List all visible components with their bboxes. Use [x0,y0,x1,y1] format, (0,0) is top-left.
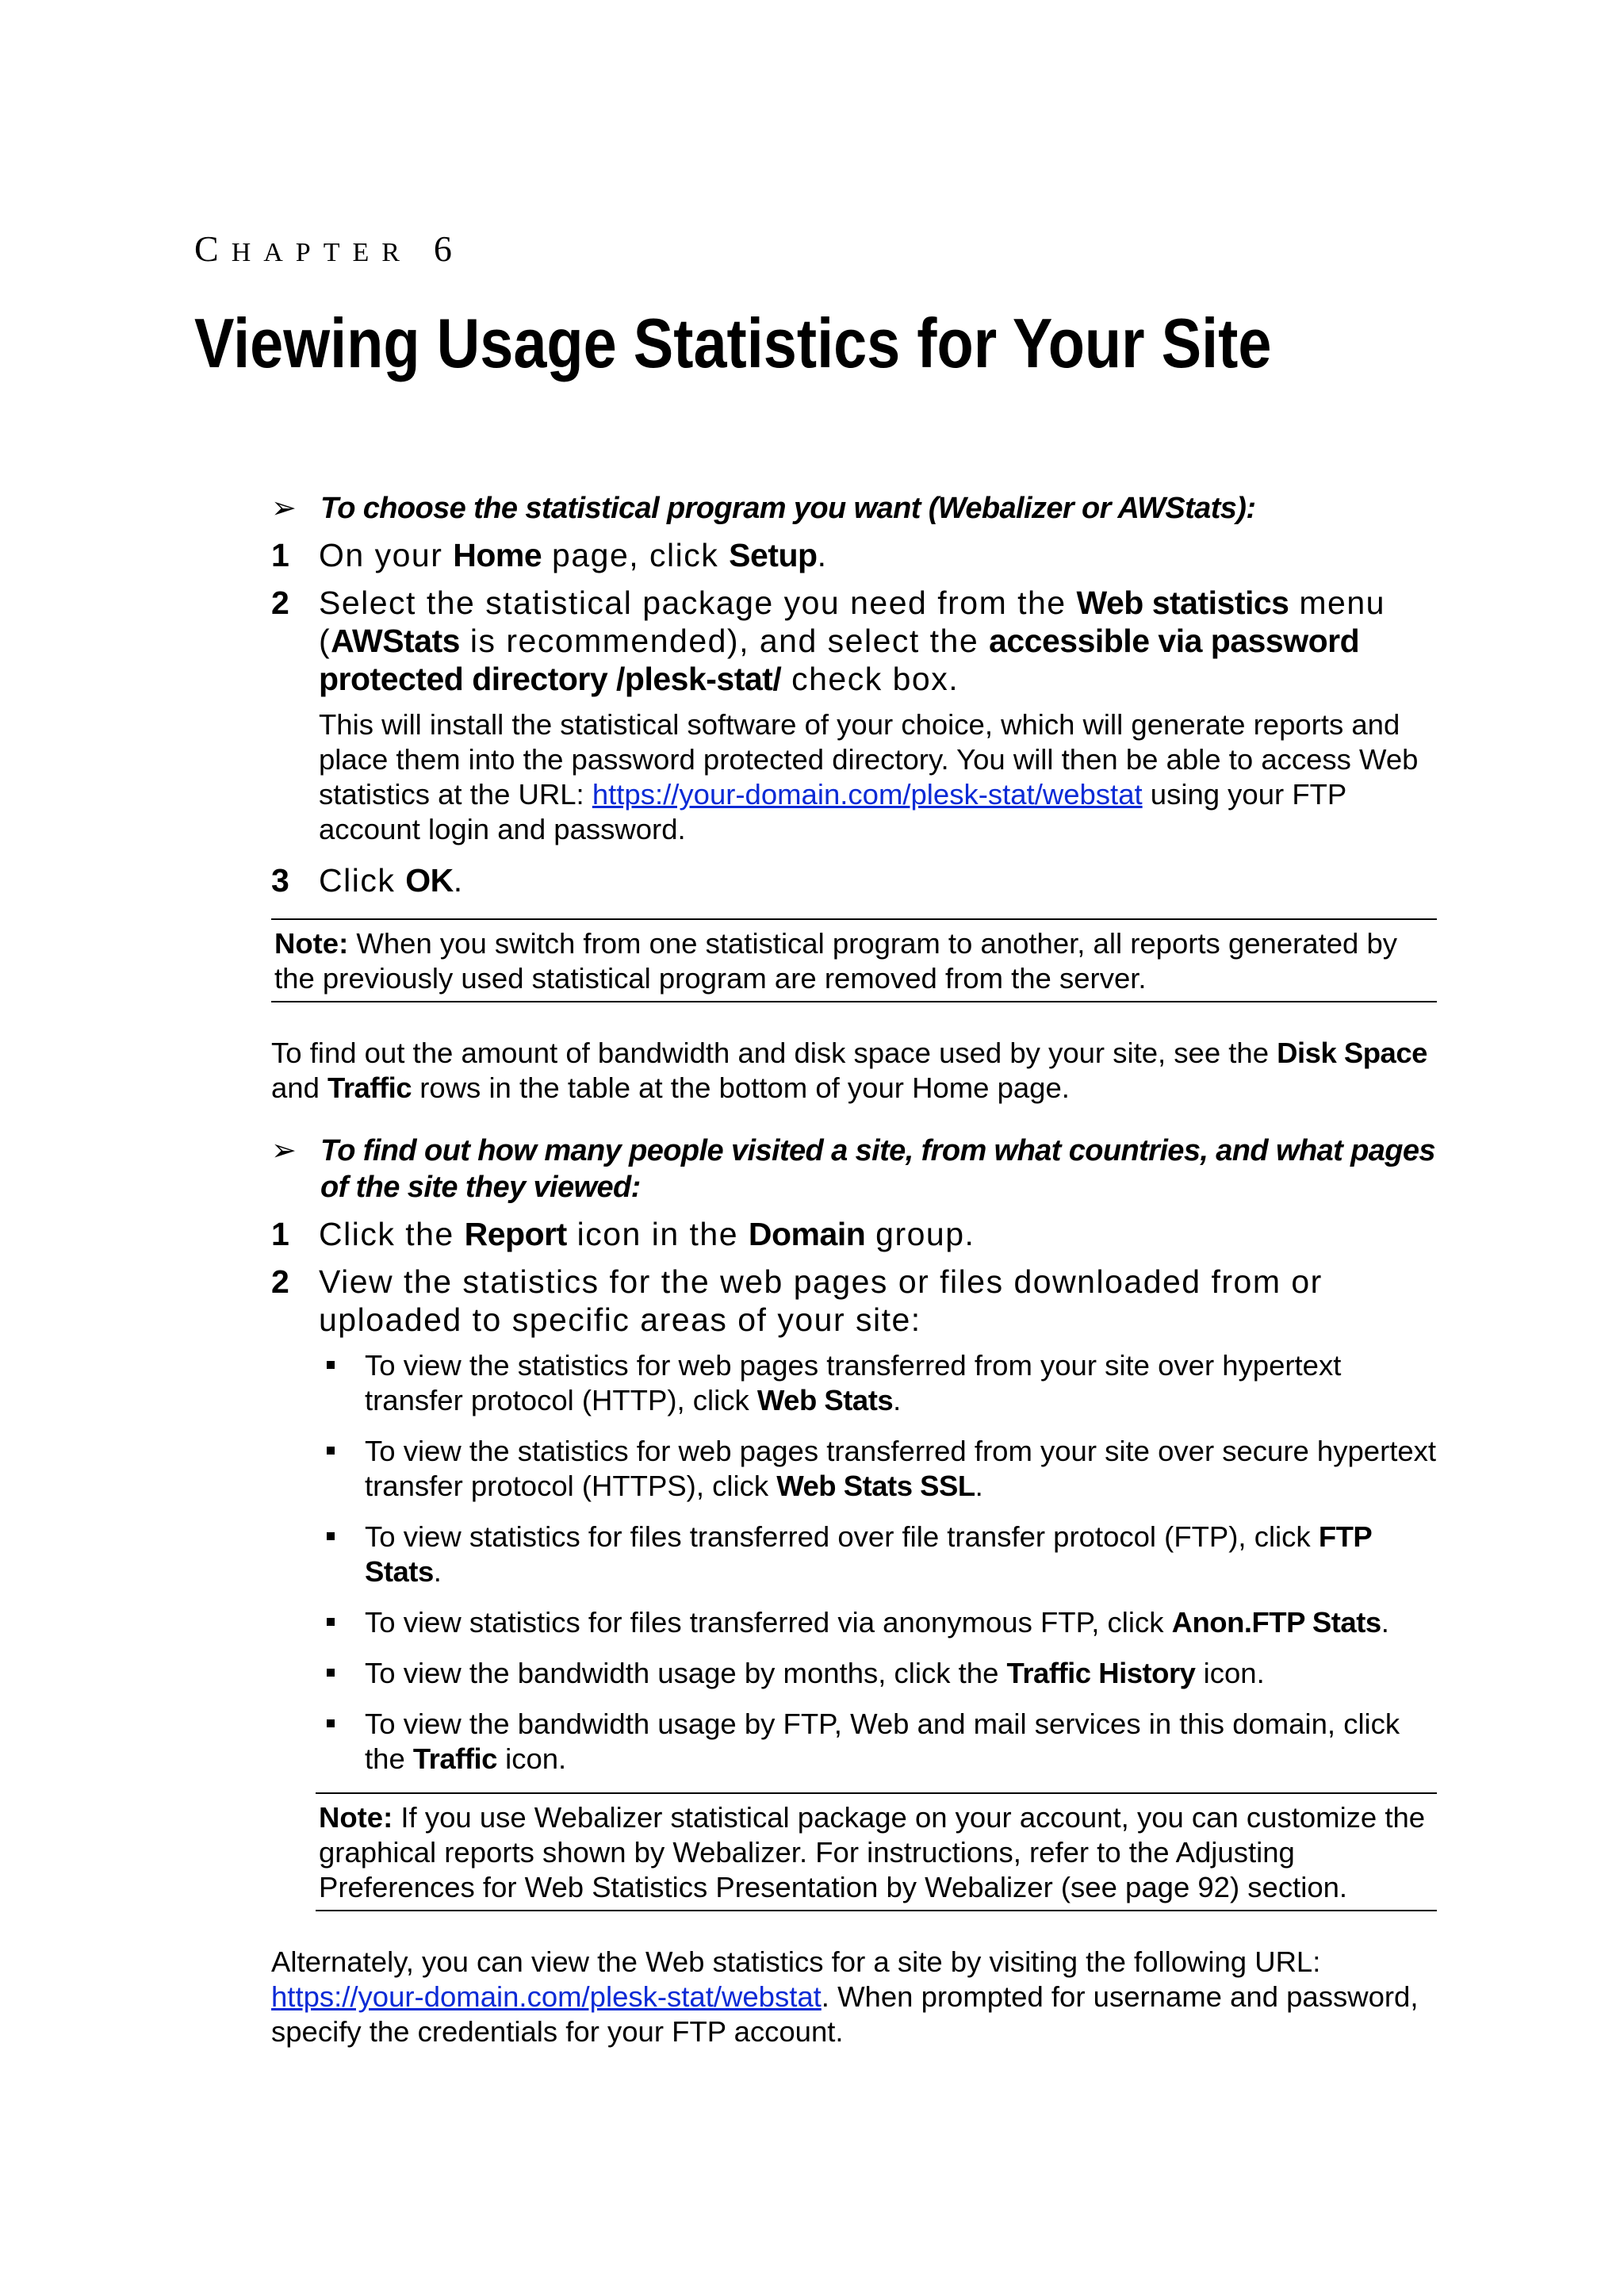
ui-term-web-stats-ssl: Web Stats SSL [776,1470,975,1502]
list-item-text: To view the statistics for web pages transferred from your site over secure hypertext transfer protocol (HTTPS), click [365,1435,1437,1502]
step-text: . [453,862,464,899]
list-item-text: . [893,1384,902,1416]
step-number: 1 [271,1216,289,1252]
square-bullet-icon [327,1361,335,1369]
paragraph-text: To find out the amount of bandwidth and disk space used by your site, see the [271,1037,1277,1069]
list-item [319,1434,1437,1504]
ui-term-web-statistics: Web statistics [1076,585,1289,621]
ui-term-anon-ftp-stats: Anon.FTP Stats [1171,1606,1381,1639]
chapter-number: 6 [433,228,465,269]
alternate-paragraph [271,1945,1437,2049]
ui-term-traffic-history: Traffic History [1006,1657,1196,1689]
step-text: Select the statistical package you need from the [319,585,1077,621]
step-number: 3 [271,862,289,899]
step-2-description [319,707,1437,847]
procedure-heading-visitors [271,1133,1437,1205]
chapter-label [194,228,465,274]
paragraph-text: rows in the table at the bottom of your Home page. [412,1071,1070,1104]
step-text: View the statistics for the web pages or files downloaded from or uploaded to specific areas of your site: [319,1263,1323,1338]
paragraph-text: and [271,1071,328,1104]
ui-term-web-stats: Web Stats [756,1384,894,1416]
ui-term-traffic: Traffic [412,1742,497,1775]
ui-term-domain: Domain [748,1216,866,1252]
list-item-text: icon. [1195,1657,1265,1689]
step-2 [271,1263,1437,1339]
stats-options-list [319,1348,1437,1777]
step-3 [271,861,1437,899]
bandwidth-paragraph [271,1036,1437,1106]
step-1 [271,1215,1437,1253]
ui-term-password-dir: accessible via password protected directory /plesk-stat/ [319,623,1360,697]
ui-term-disk-space: Disk Space [1277,1037,1427,1069]
chapter-initial: C [194,228,232,269]
paragraph-text: Alternately, you can view the Web statistics for a site by visiting the following URL: [271,1945,1321,1978]
step-text: Click [319,862,406,899]
main-content [271,490,1437,2064]
note-webalizer [316,1792,1437,1911]
step-2 [271,584,1437,698]
list-item-text: To view the bandwidth usage by FTP, Web and mail services in this domain, click the [365,1708,1400,1775]
step-text: menu ( [319,585,1385,659]
procedure-heading-text: To choose the statistical program you want (Webalizer or AWStats): [320,492,1256,525]
list-item [319,1656,1437,1691]
step-text: is recommended), and select the [459,623,990,659]
list-item-text: To view statistics for files transferred over file transfer protocol (FTP), click [365,1520,1319,1553]
square-bullet-icon [327,1447,335,1455]
webstat-url-link[interactable]: https://your-domain.com/plesk-stat/webstat [592,778,1143,811]
square-bullet-icon [327,1532,335,1540]
square-bullet-icon [327,1719,335,1727]
step-text: On your [319,537,454,573]
paragraph-text: This will install the statistical software of your choice, which will generate reports and place them into the password protected directory. You will then be able to access Web statistics at the URL: [319,708,1419,811]
step-number: 1 [271,537,289,573]
ui-term-awstats: AWStats [331,623,460,659]
list-item [319,1605,1437,1640]
note-label: Note: [274,927,349,960]
procedure-heading-text: To find out how many people visited a site, from what countries, and what pages of the site they viewed: [320,1134,1435,1204]
step-1 [271,536,1437,574]
ui-term-report: Report [464,1216,567,1252]
list-item [319,1348,1437,1418]
step-number: 2 [271,1263,289,1300]
list-item-text: To view statistics for files transferred via anonymous FTP, click [365,1606,1172,1639]
ui-term-setup: Setup [729,537,818,573]
note-switch-program [271,918,1437,1002]
list-item-text: . [433,1555,442,1588]
step-text: check box. [781,661,959,697]
arrow-bullet-icon: ➢ [271,1134,297,1167]
step-text: . [817,537,828,573]
list-item-text: . [975,1470,983,1502]
step-text: icon in the [566,1216,749,1252]
chapter-word: HAPTER [231,238,412,267]
list-item-text: To view the bandwidth usage by months, click the [365,1657,1007,1689]
list-item-text: To view the statistics for web pages transferred from your site over hypertext transfer protocol (HTTP), click [365,1349,1342,1416]
step-text: Click the [319,1216,465,1252]
ui-term-ok: OK [405,862,454,899]
paragraph-text: . When prompted for username and password, specify the credentials for your FTP account. [271,1980,1419,2048]
step-text: group. [865,1216,975,1252]
ui-term-ftp-stats: FTP Stats [365,1520,1372,1588]
square-bullet-icon [327,1669,335,1677]
page-title: Viewing Usage Statistics for Your Site [194,304,1272,382]
webstat-url-link[interactable]: https://your-domain.com/plesk-stat/webstat [271,1980,822,2013]
step-text: page, click [542,537,730,573]
square-bullet-icon [327,1618,335,1626]
list-item-text: . [1381,1606,1389,1639]
ui-term-traffic: Traffic [327,1071,412,1104]
note-text: When you switch from one statistical program to another, all reports generated by the previously used statistical program are removed from the server. [274,927,1398,995]
note-label: Note: [319,1801,393,1834]
list-item [319,1707,1437,1777]
paragraph-text: using your FTP account login and password. [319,778,1346,845]
step-number: 2 [271,585,289,621]
arrow-bullet-icon: ➢ [271,492,297,525]
ui-term-home: Home [453,537,542,573]
list-item [319,1520,1437,1589]
list-item-text: icon. [496,1742,567,1775]
procedure-heading-choose-program [271,490,1437,527]
note-text: If you use Webalizer statistical package on your account, you can customize the graphical reports shown by Webalizer. For instructions, refer to the Adjusting Preferences for Web Statistics Presentation by Webalizer (see page 92) section. [319,1801,1426,1903]
